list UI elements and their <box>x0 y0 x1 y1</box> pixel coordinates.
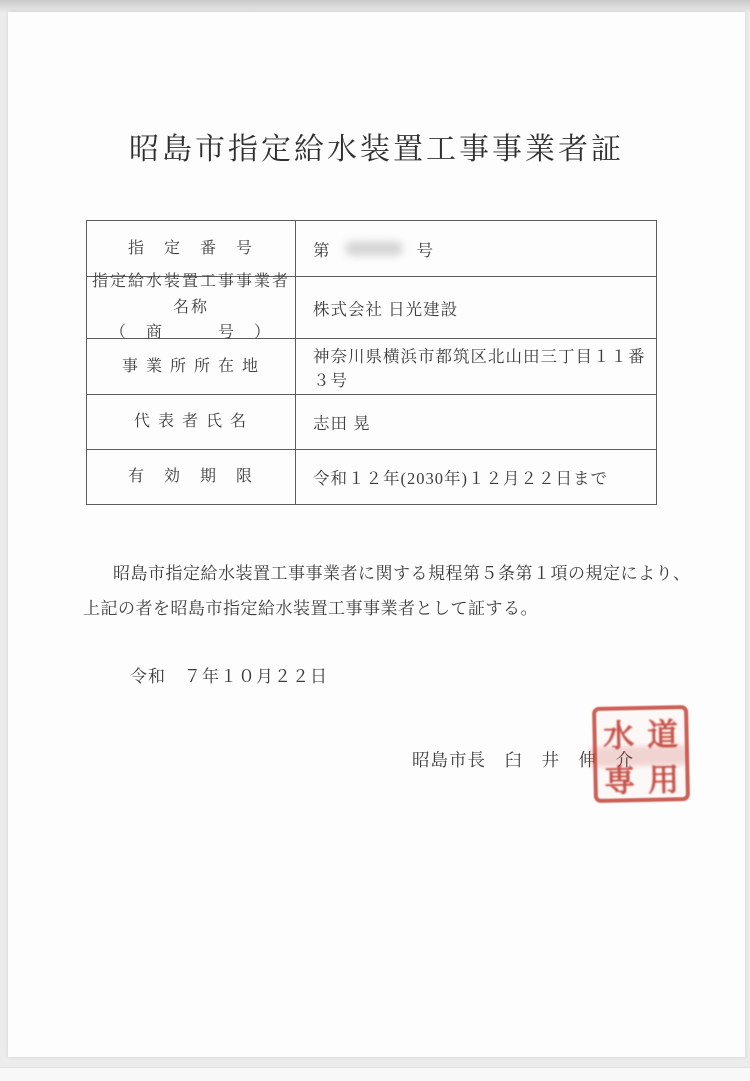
office-address-value: 神奈川県横浜市都筑区北山田三丁目１１番３号 <box>313 346 646 390</box>
seal-character: 用 <box>647 762 680 798</box>
mayor-signature: 昭島市長 臼 井 伸 介 <box>412 750 634 770</box>
business-name-label-line1: 指定給水装置工事事業者名称 <box>91 273 290 316</box>
designation-number-label: 指 定 番 号 <box>87 221 296 276</box>
certificate-table <box>86 220 657 505</box>
designation-number-value <box>296 221 656 276</box>
validity-period-value: 令和１２年(2030年)１２月２２日まで <box>313 469 608 488</box>
table-row-business-name <box>87 273 656 342</box>
certification-statement-line1: 昭島市指定給水装置工事事業者に関する規程第５条第１項の規定により、 <box>113 564 691 583</box>
representative-name-value: 志田 晃 <box>313 414 371 433</box>
designation-number-prefix: 第 <box>313 240 331 260</box>
seal-character: 専 <box>603 763 636 799</box>
table-row-validity-period <box>87 450 656 504</box>
office-address-label: 事 業 所 所 在 地 <box>87 339 296 394</box>
scan-bottom-strip <box>0 1067 750 1081</box>
certificate-page <box>8 12 745 1057</box>
table-row-office-address <box>87 339 656 395</box>
seal-character: 道 <box>646 717 679 753</box>
business-name-label <box>87 273 296 342</box>
representative-name-label: 代 表 者 氏 名 <box>87 395 296 449</box>
seal-character: 水 <box>602 718 635 754</box>
certification-statement-line2: 上記の者を昭島市指定給水装置工事事業者として証する。 <box>83 599 538 618</box>
certificate-title: 昭島市指定給水装置工事事業者証 <box>129 133 624 166</box>
business-name-value: 株式会社 日光建設 <box>313 299 459 319</box>
official-seal-stamp <box>592 705 690 803</box>
designation-number-suffix: 号 <box>416 240 434 260</box>
redacted-number-blur <box>345 241 403 256</box>
issue-date: 令和 ７年１０月２２日 <box>130 667 328 686</box>
business-name-label-line2: （ 商 号 ） <box>109 324 272 342</box>
certification-statement <box>83 556 691 626</box>
validity-period-label: 有 効 期 限 <box>87 450 296 504</box>
table-row-representative-name <box>87 395 656 450</box>
